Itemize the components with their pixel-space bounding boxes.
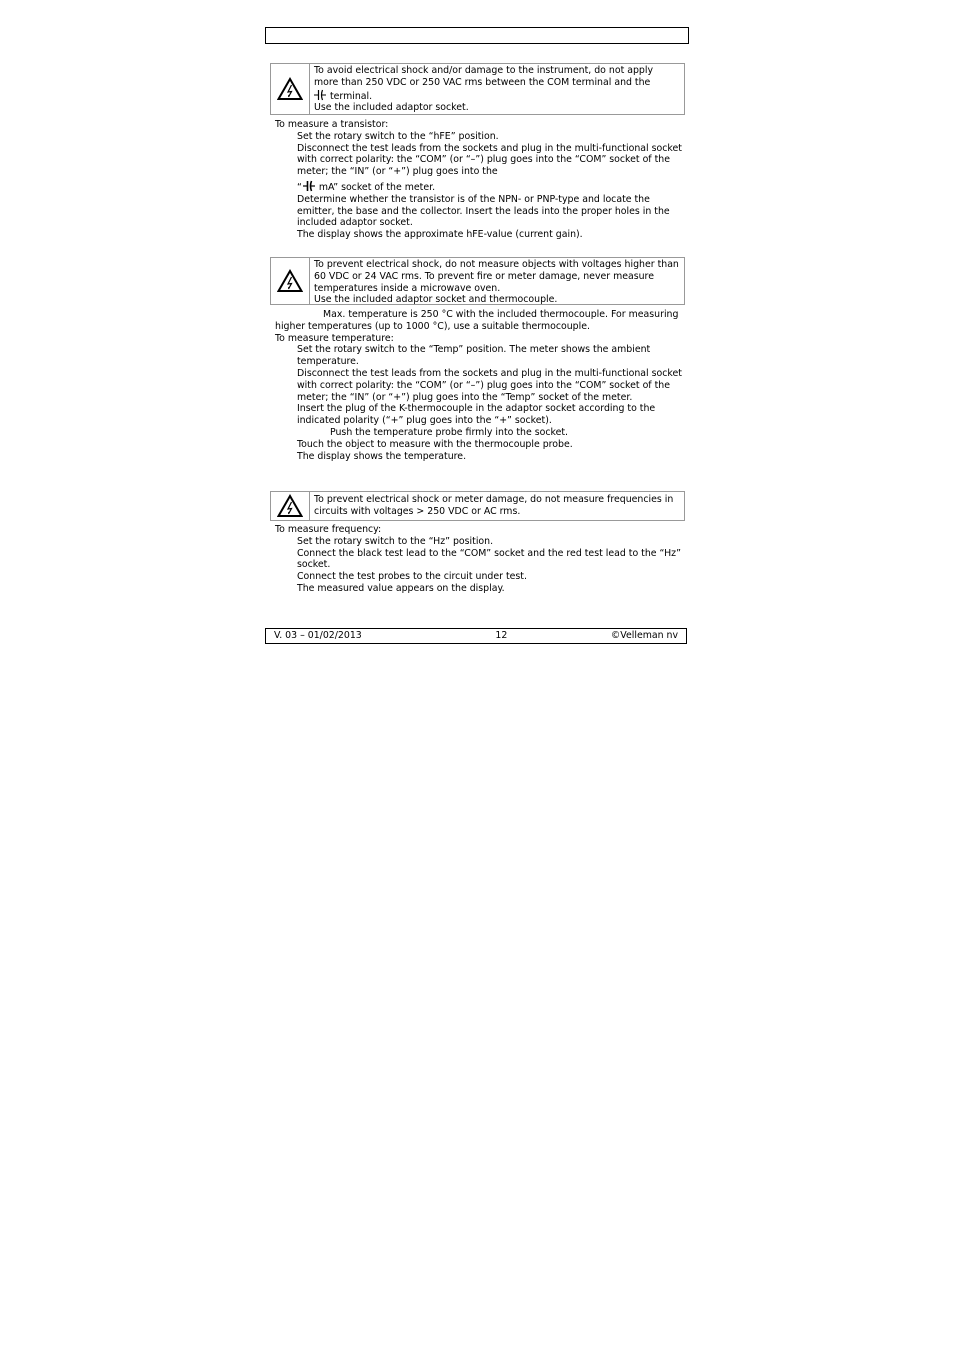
step-item: Touch the object to measure with the thermocouple probe. xyxy=(297,438,573,450)
temperature-section xyxy=(275,309,685,462)
warning-line: To prevent electrical shock or meter damage, do not measure frequencies in circuits with voltages > 250 VDC or AC rms. xyxy=(314,494,674,517)
warning-text xyxy=(310,258,684,304)
step-item: Connect the test probes to the circuit under test. xyxy=(297,571,527,583)
warning-line: Use the included adaptor socket and thermocouple. xyxy=(314,294,558,306)
footer-copyright: ©Velleman nv xyxy=(610,630,678,642)
step-item: Set the rotary switch to the “Temp” position. The meter shows the ambient temperature. xyxy=(297,344,651,368)
section-heading: To measure a transistor: xyxy=(275,119,389,130)
warning-icon-cell xyxy=(271,64,310,114)
warning-line: Use the included adaptor socket. xyxy=(314,102,469,114)
footer-version: V. 03 – 01/02/2013 xyxy=(274,630,362,642)
step-item: Set the rotary switch to the “Hz” position. xyxy=(297,535,494,547)
step-text: mA” socket of the meter. xyxy=(318,181,436,193)
warning-line-rest: terminal. xyxy=(329,90,373,102)
page-footer xyxy=(265,628,687,644)
step-item: The display shows the temperature. xyxy=(297,450,467,462)
warning-box-transistor xyxy=(270,63,685,115)
footer-page-number: 12 xyxy=(495,630,508,642)
section-heading: To measure frequency: xyxy=(275,524,382,535)
warning-text xyxy=(310,492,684,520)
warning-icon-cell xyxy=(271,258,310,304)
warning-icon-cell xyxy=(271,492,310,520)
warning-line xyxy=(314,89,680,103)
section-heading: To measure temperature: xyxy=(275,332,394,344)
high-voltage-warning-icon xyxy=(277,269,303,293)
warning-text xyxy=(310,64,684,114)
step-item: Connect the black test lead to the “COM” socket and the red test lead to the “Hz” socket. xyxy=(297,547,681,571)
step-item: Disconnect the test leads from the sockets and plug in the multi-functional socket with correct polarity: the “COM” (or “–”) plug goes into the “COM” socket of the meter; the “IN” (or “+”) plug goes into the “Temp” socket of the meter. xyxy=(297,367,682,403)
transistor-section xyxy=(275,119,685,241)
capacitor-symbol-icon xyxy=(314,89,327,101)
step-item: Disconnect the test leads from the sockets and plug in the multi-functional socket with correct polarity: the “COM” (or “–”) plug goes into the “COM” socket of the meter; the “IN” (or “+”) plug goes into the xyxy=(297,142,682,178)
step-item: Set the rotary switch to the “hFE” position. xyxy=(297,130,499,142)
warning-line: To prevent electrical shock, do not measure objects with voltages higher than 60 VDC or 24 VAC rms. To prevent fire or meter damage, never measure temperatures inside a microwave oven. xyxy=(314,259,679,294)
page-header-box xyxy=(265,27,689,44)
frequency-section xyxy=(275,524,685,595)
step-item: The display shows the approximate hFE-value (current gain). xyxy=(297,229,583,241)
high-voltage-warning-icon xyxy=(277,494,303,518)
step-item: Insert the plug of the K-thermocouple in the adaptor socket according to the indicated polarity (“+” plug goes into the “+” socket). xyxy=(297,403,656,427)
step-item xyxy=(275,180,685,194)
warning-line: To avoid electrical shock and/or damage to the instrument, do not apply more than 250 VDC or 250 VAC rms between the COM terminal and the xyxy=(314,65,654,88)
capacitor-symbol-icon xyxy=(302,180,316,192)
warning-box-frequency xyxy=(270,491,685,521)
quote-mark: “ xyxy=(297,181,302,193)
step-item: The measured value appears on the display. xyxy=(297,582,505,594)
step-note: Push the temperature probe firmly into the socket. xyxy=(330,426,568,438)
warning-box-temperature xyxy=(270,257,685,305)
step-item: Determine whether the transistor is of the NPN- or PNP-type and locate the emitter, the base and the collector. Insert the leads into the proper holes in the included adaptor socket. xyxy=(297,193,670,229)
temperature-note: Max. temperature is 250 °C with the included thermocouple. For measuring higher temperatures (up to 1000 °C), use a suitable thermocouple. xyxy=(275,309,679,332)
high-voltage-warning-icon xyxy=(277,77,303,101)
